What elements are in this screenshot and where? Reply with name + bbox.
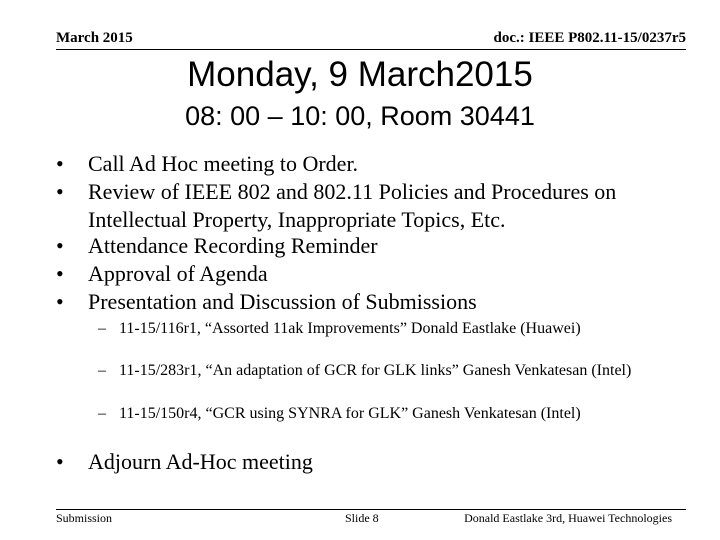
slide-subtitle: 08: 00 – 10: 00, Room 30441 xyxy=(185,101,535,131)
bullet-marker: • xyxy=(56,289,64,314)
agenda-item-attendance xyxy=(56,232,696,260)
agenda-item-text: Adjourn Ad-Hoc meeting xyxy=(88,449,313,474)
agenda-item-adjourn xyxy=(56,448,696,476)
agenda-item-text: Review of IEEE 802 and 802.11 Policies and Procedures on Intellectual Property, Inappropriate Topics, Etc. xyxy=(88,179,617,232)
bullet-marker: • xyxy=(56,233,64,258)
submission-item xyxy=(98,362,668,380)
slide-title: Monday, 9 March2015 xyxy=(187,55,533,94)
submission-item-text: 11-15/283r1, “An adaptation of GCR for GLK links” Ganesh Venkatesan (Intel) xyxy=(119,362,632,379)
footer-submission: Submission xyxy=(56,511,113,525)
header-rule xyxy=(56,49,686,50)
submission-item-text: 11-15/116r1, “Assorted 11ak Improvements” Donald Eastlake (Huawei) xyxy=(119,320,581,337)
agenda-item-policies-review xyxy=(56,178,696,234)
header-date: March 2015 xyxy=(56,30,133,46)
agenda-item-call-to-order xyxy=(56,150,696,178)
header-doc-id: doc.: IEEE P802.11-15/0237r5 xyxy=(493,30,686,46)
agenda-item-text: Presentation and Discussion of Submissions xyxy=(88,289,477,314)
submission-item-text: 11-15/150r4, “GCR using SYNRA for GLK” Ganesh Venkatesan (Intel) xyxy=(119,405,581,422)
agenda-item-text: Attendance Recording Reminder xyxy=(88,233,378,258)
agenda-item-text: Approval of Agenda xyxy=(88,261,268,286)
bullet-marker: • xyxy=(56,261,64,286)
dash-marker: – xyxy=(98,320,106,337)
submission-item xyxy=(98,405,668,423)
submission-item xyxy=(98,320,668,338)
dash-marker: – xyxy=(98,362,106,379)
agenda-item-approval xyxy=(56,260,696,288)
bullet-marker: • xyxy=(56,449,64,474)
bullet-marker: • xyxy=(56,179,64,204)
footer-author: Donald Eastlake 3rd, Huawei Technologies xyxy=(464,511,672,525)
footer-rule xyxy=(56,509,686,510)
bullet-marker: • xyxy=(56,151,64,176)
dash-marker: – xyxy=(98,405,106,422)
agenda-item-text: Call Ad Hoc meeting to Order. xyxy=(88,151,359,176)
footer-slide-number: Slide 8 xyxy=(345,511,379,525)
agenda-item-presentations xyxy=(56,288,696,316)
